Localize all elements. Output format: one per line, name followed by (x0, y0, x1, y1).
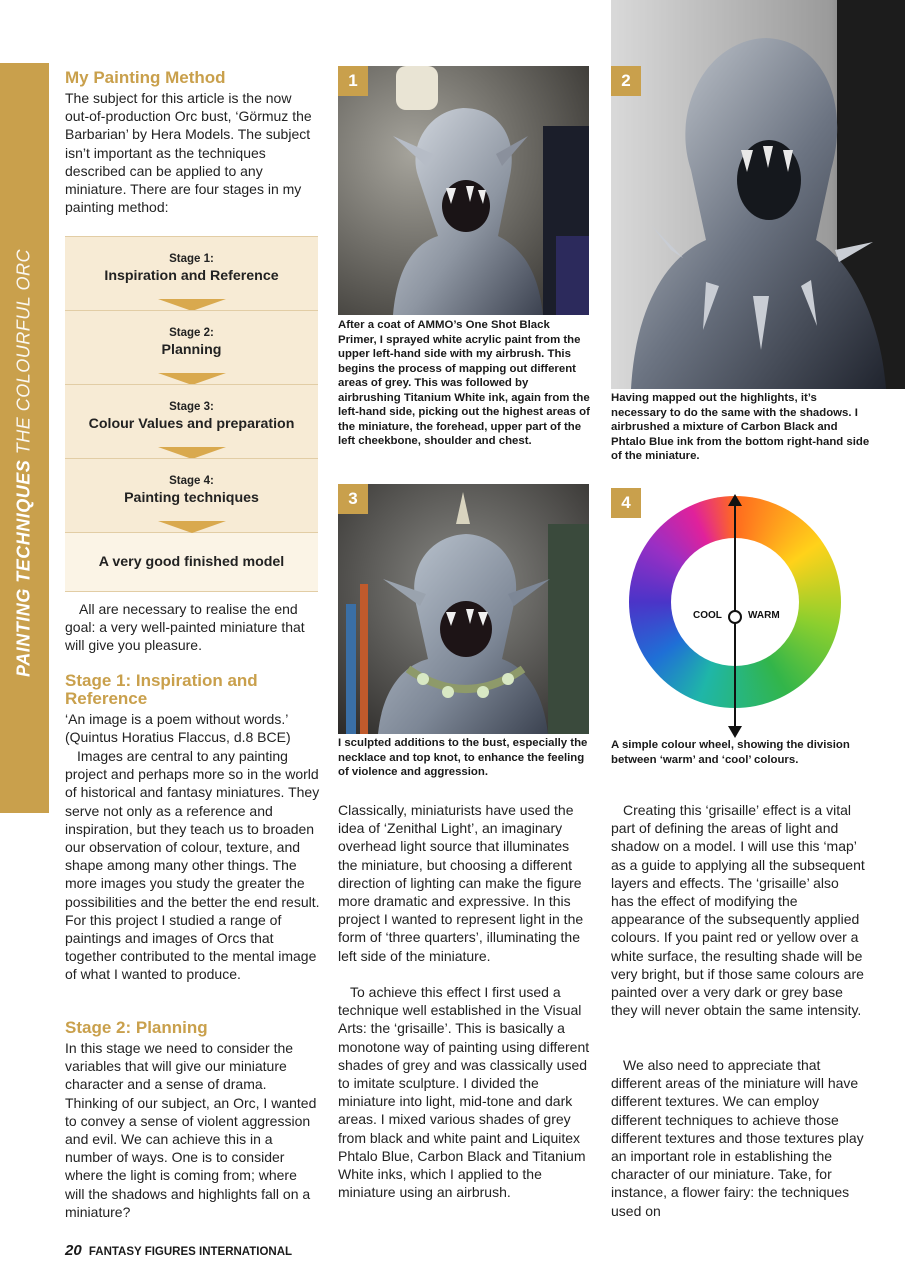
stage2-paragraph: In this stage we need to consider the variables that will give our miniature character and a sense of drama. Thinking of our subject, an Orc, I wanted to convey a sense of violent aggression and evil. We can achieve this in a number of ways. One is to consider where the light is coming from; where will the shadows and highlights fall on a miniature? (65, 1040, 317, 1220)
photo-1-orc-primed (338, 66, 589, 315)
flow-stage-1 (65, 236, 318, 310)
flow-final-result: A very good finished model (65, 532, 318, 592)
stage1-heading: Stage 1: Inspiration and Reference (65, 671, 258, 708)
photo-3-orc-sculpted (338, 484, 589, 734)
flow-stage-title: Planning (161, 342, 222, 358)
stage1-quote: ‘An image is a poem without words.’ (Quintus Horatius Flaccus, d.8 BCE) (65, 711, 291, 746)
col3-paragraph-1: Creating this ‘grisaille’ effect is a vital part of defining the areas of light and shadow on a model. I will use this ‘map’ as a guide to applying all the subsequent layers and effects. The ‘grisaille’ also has the effect of modifying the appearance of the subsequently applied colours. If you paint red or yellow over a white surface, the resulting shade will be very bright, but if those same colours are painted over a very dark or grey base they will never obtain the same intensity. (611, 802, 865, 1019)
flow-stage-title: Colour Values and preparation (88, 416, 295, 432)
section-title-bold: PAINTING TECHNIQUES (13, 459, 34, 677)
photo-number-badge: 2 (611, 66, 641, 96)
stage1-paragraph: Images are central to any painting project and perhaps more so in the world of historical and fantasy miniatures. They serve not only as a reference and inspiration, but they teach us to broaden our observation of colour, texture, and shape among many other things. The more images you study the greater the possibilities and the better the end result. For this project I studied a range of paintings and images of Orcs that together contributed to the mental image of what I wanted to produce. (65, 748, 320, 983)
flow-stage-title: Inspiration and Reference (104, 268, 279, 284)
center-circle-icon (728, 610, 742, 624)
intro-paragraph: The subject for this article is the now out-of-production Orc bust, ‘Görmuz the Barbarian’ by Hera Models. The subject isn’t important as the techniques described can be applied to any miniature. There are four stages in my painting method: (65, 90, 312, 216)
flow-stage-label: Stage 4: (169, 475, 214, 487)
photo-4-colour-wheel (611, 484, 862, 736)
flow-stage-label: Stage 1: (169, 253, 214, 265)
page-footer (65, 1242, 292, 1259)
down-arrow-icon (158, 521, 226, 533)
section-title (14, 249, 35, 677)
flow-stage-title: Painting techniques (124, 490, 259, 506)
after-flow-paragraph: All are necessary to realise the end goal: a very well-painted miniature that will give you pleasure. (65, 601, 305, 654)
flow-stage-4 (65, 458, 318, 532)
photo-number-badge: 1 (338, 66, 368, 96)
arrow-up-icon (728, 494, 742, 506)
photo-4-caption: A simple colour wheel, showing the division between ‘warm’ and ‘cool’ colours. (611, 739, 850, 766)
photo-2-orc-shadows (611, 0, 905, 389)
cool-label: COOL (693, 610, 722, 621)
photo-3-caption: I sculpted additions to the bust, especially the necklace and top knot, to enhance the feeling of violence and aggression. (338, 737, 588, 778)
flow-stage-label: Stage 2: (169, 327, 214, 339)
page-number: 20 (65, 1242, 82, 1259)
photo-number-badge: 3 (338, 484, 368, 514)
flow-stage-label: Stage 3: (169, 401, 214, 413)
col2-paragraph-1: Classically, miniaturists have used the idea of ‘Zenithal Light’, an imaginary overhead light source that illuminates the miniature, but choosing a different direction of lighting can make the figure more dramatic and expressive. In this project I wanted to represent light in the form of ‘three quarters’, illuminating the left side of the miniature. (338, 802, 584, 964)
arrow-down-icon (728, 726, 742, 738)
flow-stage-3 (65, 384, 318, 458)
stage2-heading: Stage 2: Planning (65, 1018, 208, 1037)
sidebar (0, 63, 49, 813)
intro-heading: My Painting Method (65, 68, 226, 87)
col2-paragraph-2: To achieve this effect I first used a technique well established in the Visual Arts: the ‘grisaille’. This is basically a monotone way of painting using different shades of grey and was classically used to imitate sculpture. I divided the miniature into light, mid-tone and dark areas. I mixed various shades of grey from black and white paint and Liquitex Phtalo Blue, Carbon Black and Titanium White inks, which I applied to the miniature using an airbrush. (338, 984, 590, 1201)
photo-1-caption: After a coat of AMMO’s One Shot Black Primer, I sprayed white acrylic paint from the upper left-hand side with my airbrush. This begins the process of mapping out different areas of grey. This was followed by airbrushing Titanium White ink, again from the left-hand side, picking out the highest areas of the miniature, the forehead, upper part of the left cheekbone, shoulder and chest. (338, 319, 590, 447)
section-title-light: THE COLOURFUL ORC (13, 249, 34, 455)
photo-2-caption: Having mapped out the highlights, it’s necessary to do the same with the shadows. I airbrushed a mixture of Carbon Black and Phtalo Blue ink from the bottom right-hand side of the miniature. (611, 392, 870, 462)
magazine-name: FANTASY FIGURES INTERNATIONAL (88, 1246, 293, 1258)
col3-paragraph-2: We also need to appreciate that different areas of the miniature will have different textures. We can employ different techniques to achieve those different textures and those textures play an important role in establishing the character of our miniature. Take, for instance, a flower fairy: the techniques used on (611, 1057, 864, 1219)
warm-label: WARM (748, 610, 780, 621)
flow-stage-2 (65, 310, 318, 384)
stages-flowchart (65, 236, 318, 592)
photo-number-badge: 4 (611, 488, 641, 518)
